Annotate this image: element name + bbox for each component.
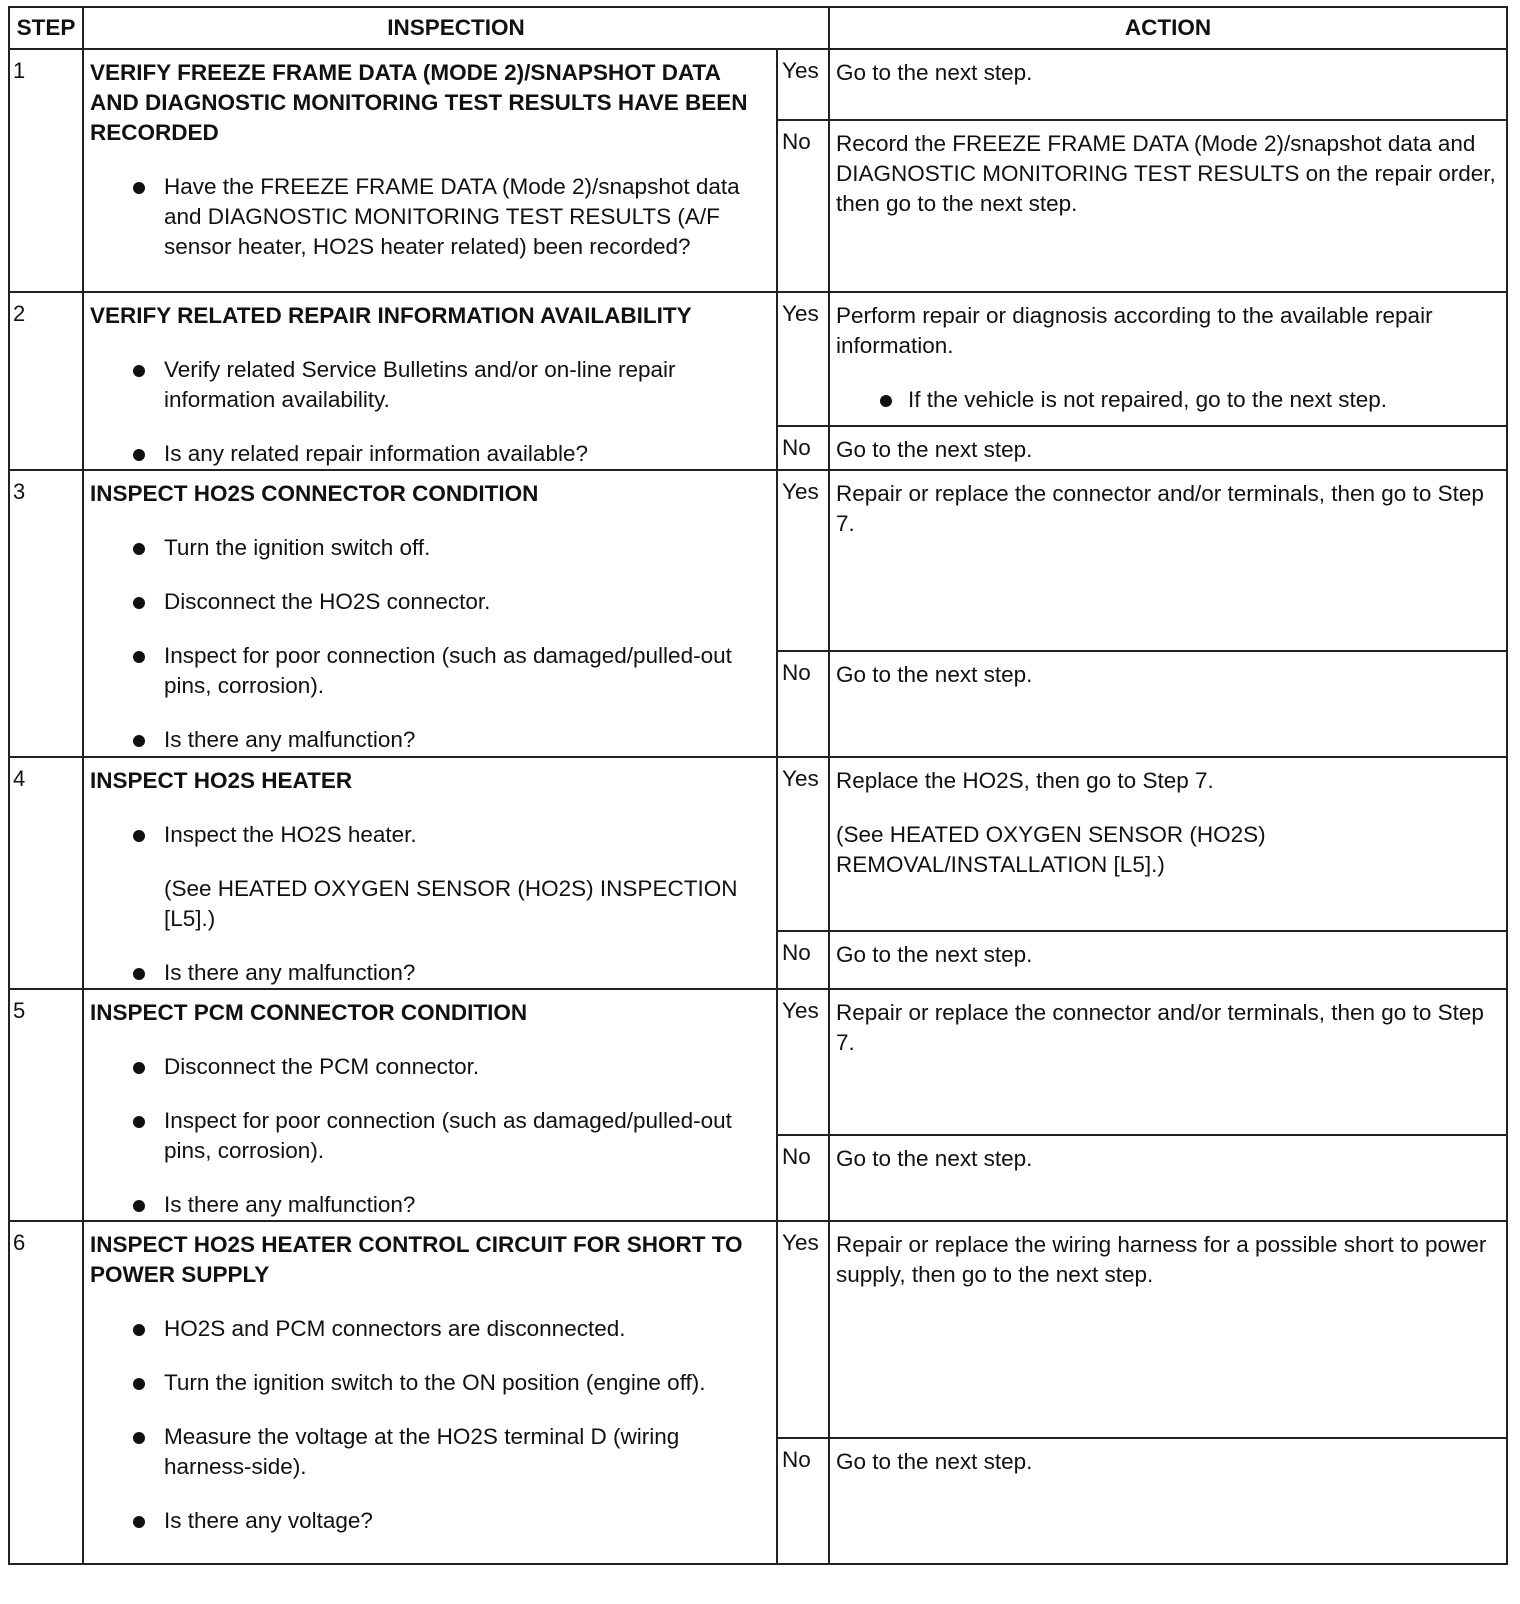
step-number: 4 — [9, 757, 83, 989]
inspection-bullet: HO2S and PCM connectors are disconnected. — [84, 1314, 776, 1344]
yes-action-text: Replace the HO2S, then go to Step 7. — [836, 768, 1214, 793]
diagnostic-procedure-document — [8, 6, 1506, 1565]
step-1-yes-row — [9, 49, 1507, 120]
yes-action-text: Repair or replace the connector and/or terminals, then go to Step 7. — [836, 481, 1484, 536]
inspection-title: INSPECT HO2S CONNECTOR CONDITION — [90, 481, 539, 506]
header-inspection: INSPECTION — [83, 7, 829, 49]
inspection-title: INSPECT PCM CONNECTOR CONDITION — [90, 1000, 528, 1025]
inspection-cell — [83, 292, 777, 470]
step-6-yes-row — [9, 1221, 1507, 1438]
inspection-bullet: Is any related repair information available? — [84, 439, 776, 469]
inspection-bullet: Inspect the HO2S heater. — [84, 820, 776, 850]
inspection-bullet: Is there any malfunction? — [84, 958, 776, 988]
inspection-bullet: Verify related Service Bulletins and/or on-line repair information availability. — [84, 355, 776, 415]
no-label: No — [777, 651, 829, 757]
no-label: No — [777, 1438, 829, 1564]
no-action — [829, 931, 1507, 989]
inspection-title: VERIFY FREEZE FRAME DATA (MODE 2)/SNAPSHOT DATA AND DIAGNOSTIC MONITORING TEST RESULTS HAVE BEEN RECORDED — [90, 60, 748, 145]
step-5-yes-row — [9, 989, 1507, 1135]
step-3-yes-row — [9, 470, 1507, 651]
yes-action-text: Repair or replace the wiring harness for a possible short to power supply, then go to the next step. — [836, 1232, 1487, 1287]
no-action-text: Go to the next step. — [836, 662, 1033, 687]
yes-action — [829, 1221, 1507, 1438]
no-label: No — [777, 1135, 829, 1221]
yes-label: Yes — [777, 292, 829, 426]
yes-label: Yes — [777, 49, 829, 120]
header-action: ACTION — [829, 7, 1507, 49]
inspection-cell — [83, 1221, 777, 1564]
yes-action — [829, 292, 1507, 426]
inspection-bullet: Is there any malfunction? — [84, 725, 776, 755]
step-number: 3 — [9, 470, 83, 757]
yes-action-text: Repair or replace the connector and/or terminals, then go to Step 7. — [836, 1000, 1484, 1055]
diagnostic-table — [8, 6, 1508, 1565]
no-action — [829, 426, 1507, 470]
inspection-cell — [83, 989, 777, 1221]
step-4-yes-row — [9, 757, 1507, 931]
no-action — [829, 1438, 1507, 1564]
header-step: STEP — [9, 7, 83, 49]
no-action-text: Go to the next step. — [836, 942, 1033, 967]
inspection-bullet: Is there any malfunction? — [84, 1190, 776, 1220]
yes-action-bullet: If the vehicle is not repaired, go to the next step. — [836, 385, 1500, 415]
inspection-bullet: Measure the voltage at the HO2S terminal D (wiring harness-side). — [84, 1422, 776, 1482]
inspection-bullet: Disconnect the PCM connector. — [84, 1052, 776, 1082]
no-label: No — [777, 426, 829, 470]
yes-action-text: Go to the next step. — [836, 60, 1033, 85]
step-number: 5 — [9, 989, 83, 1221]
inspection-bullet: Have the FREEZE FRAME DATA (Mode 2)/snapshot data and DIAGNOSTIC MONITORING TEST RESULTS (A/F sensor heater, HO2S heater related) been recorded? — [84, 172, 776, 262]
step-number: 1 — [9, 49, 83, 292]
inspection-bullet: Turn the ignition switch off. — [84, 533, 776, 563]
inspection-bullet: Inspect for poor connection (such as damaged/pulled-out pins, corrosion). — [84, 641, 776, 701]
yes-action-text: Perform repair or diagnosis according to the available repair information. — [836, 303, 1433, 358]
inspection-title: INSPECT HO2S HEATER — [90, 768, 353, 793]
no-action-text: Go to the next step. — [836, 1146, 1033, 1171]
no-action — [829, 1135, 1507, 1221]
inspection-title: INSPECT HO2S HEATER CONTROL CIRCUIT FOR SHORT TO POWER SUPPLY — [90, 1232, 743, 1287]
inspection-bullet: Is there any voltage? — [84, 1506, 776, 1536]
yes-action — [829, 989, 1507, 1135]
inspection-cell — [83, 470, 777, 757]
no-label: No — [777, 120, 829, 292]
inspection-cell — [83, 757, 777, 989]
no-action — [829, 651, 1507, 757]
yes-label: Yes — [777, 757, 829, 931]
yes-label: Yes — [777, 470, 829, 651]
no-action-text: Record the FREEZE FRAME DATA (Mode 2)/snapshot data and DIAGNOSTIC MONITORING TEST RESULTS on the repair order, then go to the next step. — [836, 131, 1496, 216]
yes-label: Yes — [777, 1221, 829, 1438]
inspection-cell — [83, 49, 777, 292]
header-row — [9, 7, 1507, 49]
inspection-title: VERIFY RELATED REPAIR INFORMATION AVAILABILITY — [90, 303, 692, 328]
yes-action — [829, 757, 1507, 931]
inspection-bullet: Turn the ignition switch to the ON position (engine off). — [84, 1368, 776, 1398]
step-2-yes-row — [9, 292, 1507, 426]
yes-action-reference-note: (See HEATED OXYGEN SENSOR (HO2S) REMOVAL/INSTALLATION [L5].) — [836, 822, 1266, 877]
inspection-reference-note: (See HEATED OXYGEN SENSOR (HO2S) INSPECTION [L5].) — [164, 876, 738, 931]
yes-action — [829, 470, 1507, 651]
yes-action — [829, 49, 1507, 120]
yes-label: Yes — [777, 989, 829, 1135]
step-number: 6 — [9, 1221, 83, 1564]
no-label: No — [777, 931, 829, 989]
inspection-bullet: Inspect for poor connection (such as damaged/pulled-out pins, corrosion). — [84, 1106, 776, 1166]
step-number: 2 — [9, 292, 83, 470]
no-action-text: Go to the next step. — [836, 436, 1033, 462]
no-action-text: Go to the next step. — [836, 1449, 1033, 1474]
no-action — [829, 120, 1507, 292]
inspection-bullet: Disconnect the HO2S connector. — [84, 587, 776, 617]
